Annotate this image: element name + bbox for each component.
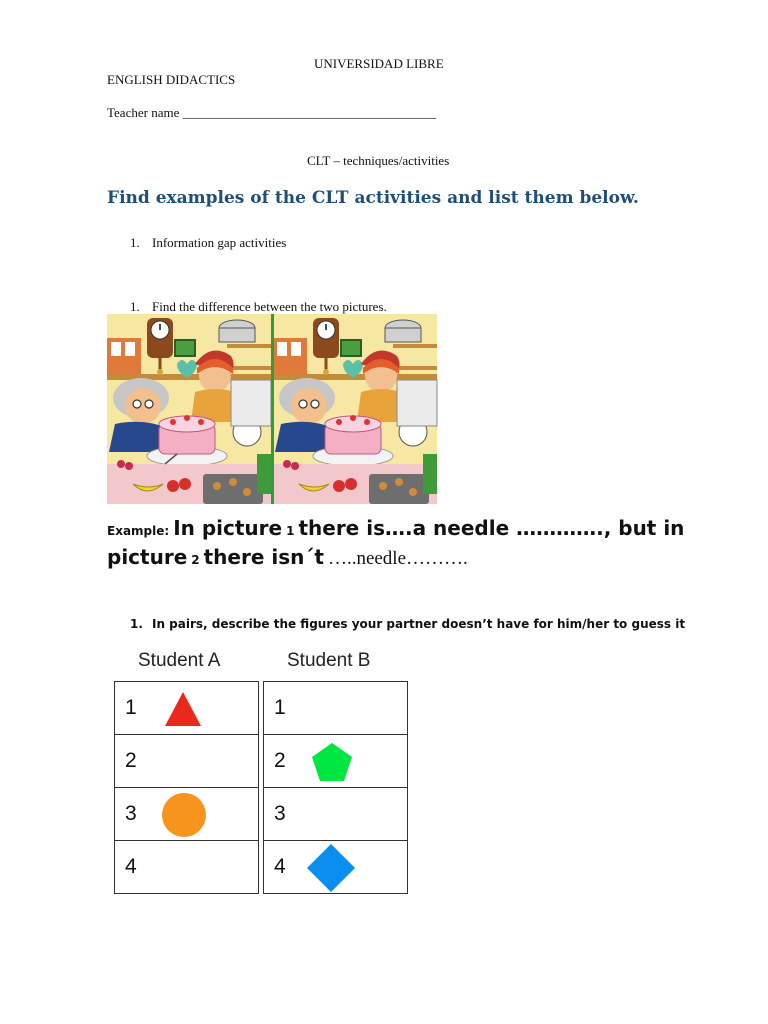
example-text-part4: there isn´t: [203, 545, 324, 569]
row-number: 2: [274, 749, 286, 772]
instruction-heading: Find examples of the CLT activities and list them below.: [107, 188, 639, 208]
table-row: [115, 788, 259, 841]
table-row: [264, 841, 408, 894]
topic-title: CLT – techniques/activities: [307, 153, 450, 168]
row-number: 1: [274, 696, 286, 719]
picture-number-1: 1: [286, 524, 295, 538]
example-text-part3: picture: [107, 545, 188, 569]
table-row: [115, 735, 259, 788]
table-row: [264, 682, 408, 735]
green-pentagon-icon: [310, 741, 354, 783]
table-cell: [115, 841, 259, 894]
teacher-name-line: [107, 105, 436, 121]
row-number: 3: [125, 802, 137, 825]
picture-number-2: 2: [191, 553, 200, 567]
example-text-part2: there is….a needle …………., but in: [298, 516, 685, 540]
university-name: UNIVERSIDAD LIBRE: [314, 56, 444, 71]
blue-diamond-icon: [306, 843, 356, 893]
row-number: 2: [125, 749, 137, 772]
teacher-label: Teacher name: [107, 105, 180, 120]
table-cell: [115, 788, 259, 841]
row-number: 1: [125, 696, 137, 719]
list-number: 1.: [130, 299, 140, 314]
row-number: 4: [274, 855, 286, 878]
red-triangle-icon: [163, 690, 203, 728]
table-cell: [115, 735, 259, 788]
table-row: [264, 788, 408, 841]
student-b-title: Student B: [287, 650, 371, 671]
table-row: [115, 682, 259, 735]
table-cell: [115, 682, 259, 735]
student-a-table: [114, 681, 259, 894]
teacher-blank: _______________________________________: [182, 105, 437, 120]
example-line-1: [107, 516, 684, 540]
table-row: [264, 735, 408, 788]
orange-circle-icon: [161, 792, 207, 838]
table-cell: [264, 788, 408, 841]
table-cell: [264, 841, 408, 894]
table-cell: [264, 682, 408, 735]
example-text-part1: In picture: [173, 516, 283, 540]
list-item-pairs-instruction: In pairs, describe the figures your partner doesn’t have for him/her to guess it: [152, 617, 686, 631]
spot-the-difference-image: [107, 314, 438, 504]
row-number: 3: [274, 802, 286, 825]
list-number: 1.: [130, 235, 140, 250]
list-number: 1.: [130, 617, 143, 631]
example-text-part5: …..needle……….: [327, 548, 468, 569]
example-line-2: [107, 545, 468, 570]
list-item-find-difference: Find the difference between the two pictures.: [152, 299, 387, 314]
student-b-table: [263, 681, 408, 894]
example-label: Example:: [107, 524, 170, 538]
course-name: ENGLISH DIDACTICS: [107, 72, 236, 87]
student-a-title: Student A: [138, 650, 221, 671]
list-item-information-gap: Information gap activities: [152, 235, 287, 250]
table-cell: [264, 735, 408, 788]
table-row: [115, 841, 259, 894]
row-number: 4: [125, 855, 137, 878]
